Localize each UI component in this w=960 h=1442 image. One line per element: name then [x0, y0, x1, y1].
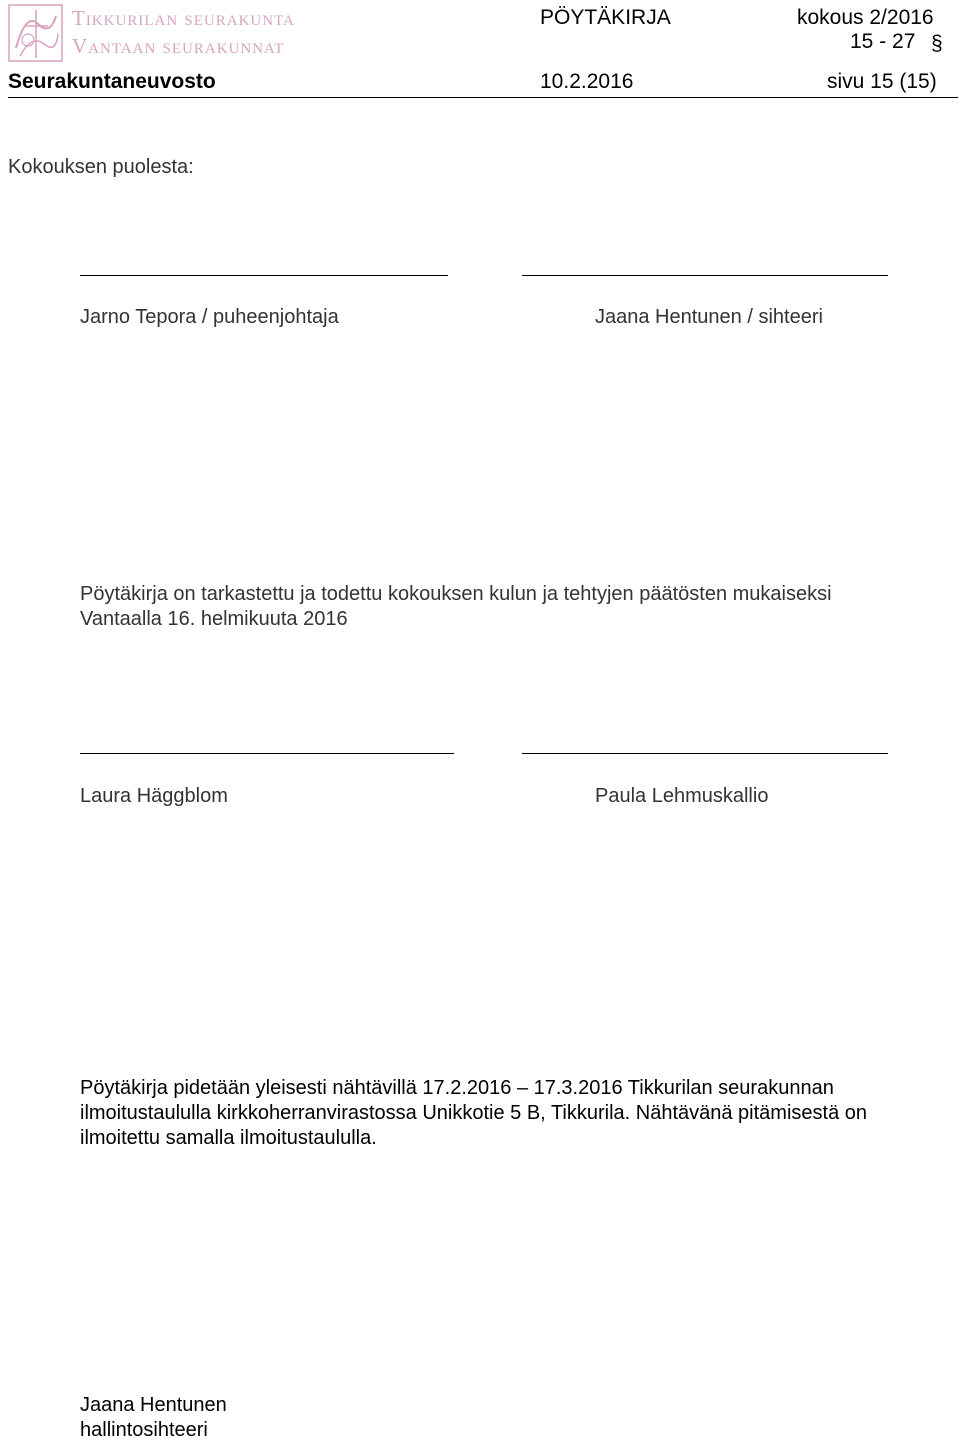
page-number: sivu 15 (15) [827, 70, 937, 93]
parish-logo-icon [8, 4, 63, 62]
secretary-name: Jaana Hentunen / sihteeri [595, 306, 823, 328]
chair-name: Jarno Tepora / puheenjohtaja [80, 306, 339, 328]
parish-logo [8, 4, 63, 62]
meeting-sign-intro: Kokouksen puolesta: [8, 156, 194, 178]
footer-signer-name: Jaana Hentunen [80, 1394, 227, 1416]
org-name-line2: Vantaan seurakunnat [72, 34, 285, 58]
signature-line-secretary [522, 275, 888, 276]
public-notice: Pöytäkirja pidetään yleisesti nähtävillä 17.2.2016 – 17.3.2016 Tikkurilan seurakunnan ilmoitustaululla kirkkoherranvirastossa Unikkotie 5 B, Tikkurila. Nähtävänä pitämisestä on ilmoitettu samalla ilmoitustaululla. [80, 1077, 868, 1149]
meeting-date: 10.2.2016 [540, 70, 634, 93]
reviewer2-name: Paula Lehmuskallio [595, 785, 769, 807]
section-symbol: § [931, 32, 943, 55]
document-type: PÖYTÄKIRJA [540, 6, 671, 29]
meeting-number: kokous 2/2016 [797, 6, 934, 29]
section-range: 15 - 27 [850, 30, 916, 53]
review-statement: Pöytäkirja on tarkastettu ja todettu kokouksen kulun ja tehtyjen päätösten mukaiseksi [80, 583, 832, 605]
signature-line-reviewer1 [80, 753, 454, 754]
org-name-line1: Tikkurilan seurakunta [72, 6, 295, 30]
footer-signer-title: hallintosihteeri [80, 1419, 208, 1441]
body-name: Seurakuntaneuvosto [8, 70, 216, 93]
review-place-date: Vantaalla 16. helmikuuta 2016 [80, 608, 348, 630]
reviewer1-name: Laura Häggblom [80, 785, 228, 807]
signature-line-reviewer2 [522, 753, 888, 754]
header-divider [8, 97, 958, 98]
signature-line-chair [80, 275, 448, 276]
